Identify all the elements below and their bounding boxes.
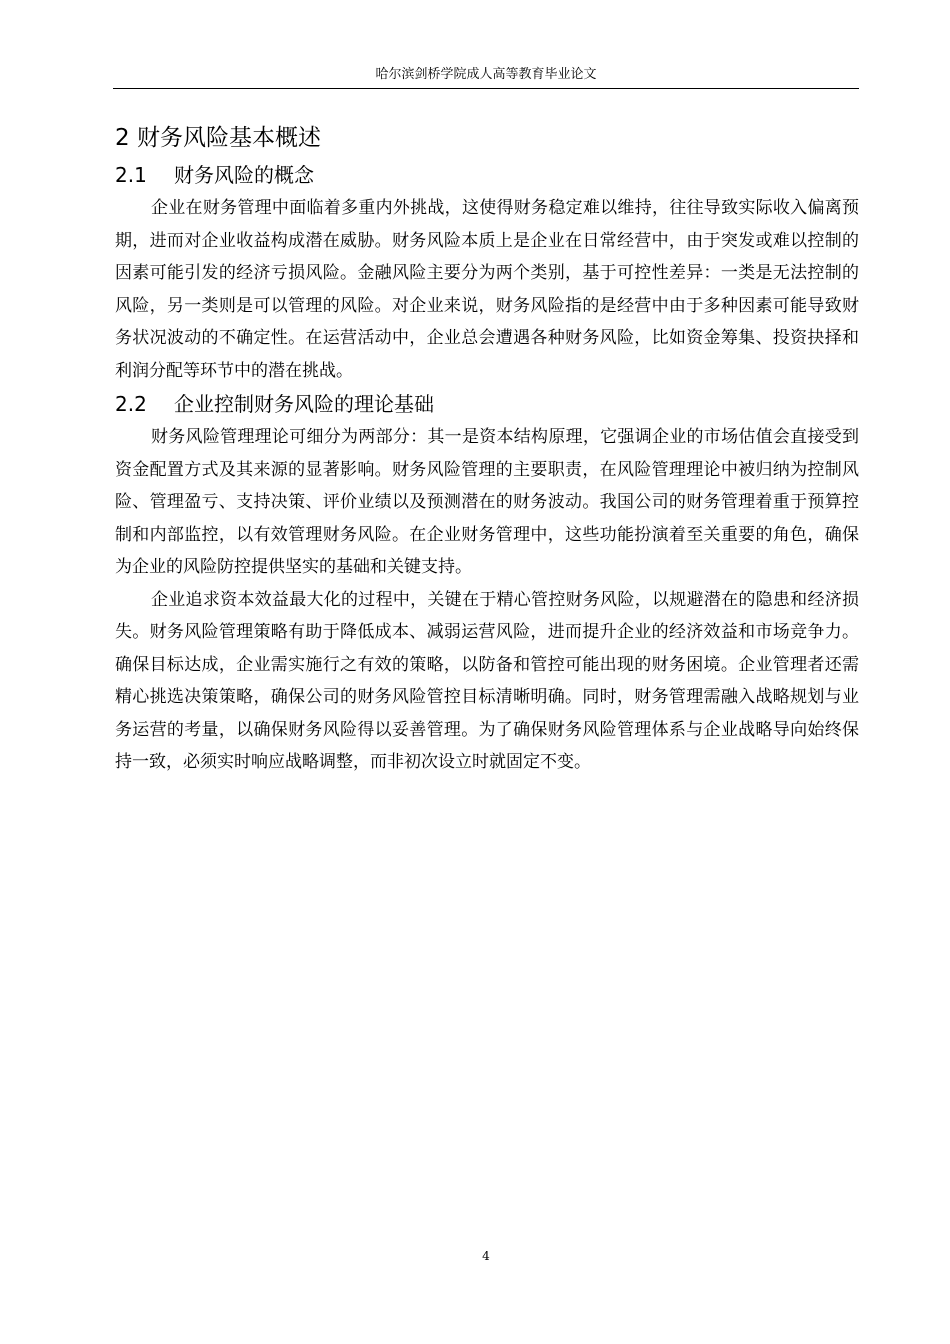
section-title: 企业控制财务风险的理论基础 xyxy=(174,392,434,416)
page-content xyxy=(115,118,859,779)
body-paragraph: 企业在财务管理中面临着多重内外挑战，这使得财务稳定难以维持，往往导致实际收入偏离预期，进而对企业收益构成潜在威胁。财务风险本质上是企业在日常经营中，由于突发或难以控制的因素可能引发的经济亏损风险。金融风险主要分为两个类别，基于可控性差异：一类是无法控制的风险，另一类则是可以管理的风险。对企业来说，财务风险指的是经营中由于多种因素可能导致财务状况波动的不确定性。在运营活动中，企业总会遭遇各种财务风险，比如资金筹集、投资抉择和利润分配等环节中的潜在挑战。 xyxy=(115,198,859,381)
section-number: 2.1 xyxy=(115,163,147,187)
section-number: 2.2 xyxy=(115,392,147,416)
body-paragraph: 财务风险管理理论可细分为两部分：其一是资本结构原理，它强调企业的市场估值会直接受到资金配置方式及其来源的显著影响。财务风险管理的主要职责，在风险管理理论中被归纳为控制风险、管理盈亏、支持决策、评价业绩以及预测潜在的财务波动。我国公司的财务管理着重于预算控制和内部监控，以有效管理财务风险。在企业财务管理中，这些功能扮演着至关重要的角色，确保为企业的风险防控提供坚实的基础和关键支持。 xyxy=(115,427,859,577)
running-header: 哈尔滨剑桥学院成人高等教育毕业论文 xyxy=(375,67,597,82)
section-heading-2-1 xyxy=(115,158,859,192)
header-divider xyxy=(113,88,859,89)
page-number: 4 xyxy=(482,1249,490,1263)
chapter-title: 2 财务风险基本概述 xyxy=(115,125,321,151)
section-title: 财务风险的概念 xyxy=(174,163,314,187)
body-paragraph: 企业追求资本效益最大化的过程中，关键在于精心管控财务风险，以规避潜在的隐患和经济损失。财务风险管理策略有助于降低成本、减弱运营风险，进而提升企业的经济效益和市场竞争力。确保目标达成，企业需实施行之有效的策略，以防备和管控可能出现的财务困境。企业管理者还需精心挑选决策策略，确保公司的财务风险管控目标清晰明确。同时，财务管理需融入战略规划与业务运营的考量，以确保财务风险得以妥善管理。为了确保财务风险管理体系与企业战略导向始终保持一致，必须实时响应战略调整，而非初次设立时就固定不变。 xyxy=(115,589,859,772)
section-heading-2-2 xyxy=(115,387,859,421)
